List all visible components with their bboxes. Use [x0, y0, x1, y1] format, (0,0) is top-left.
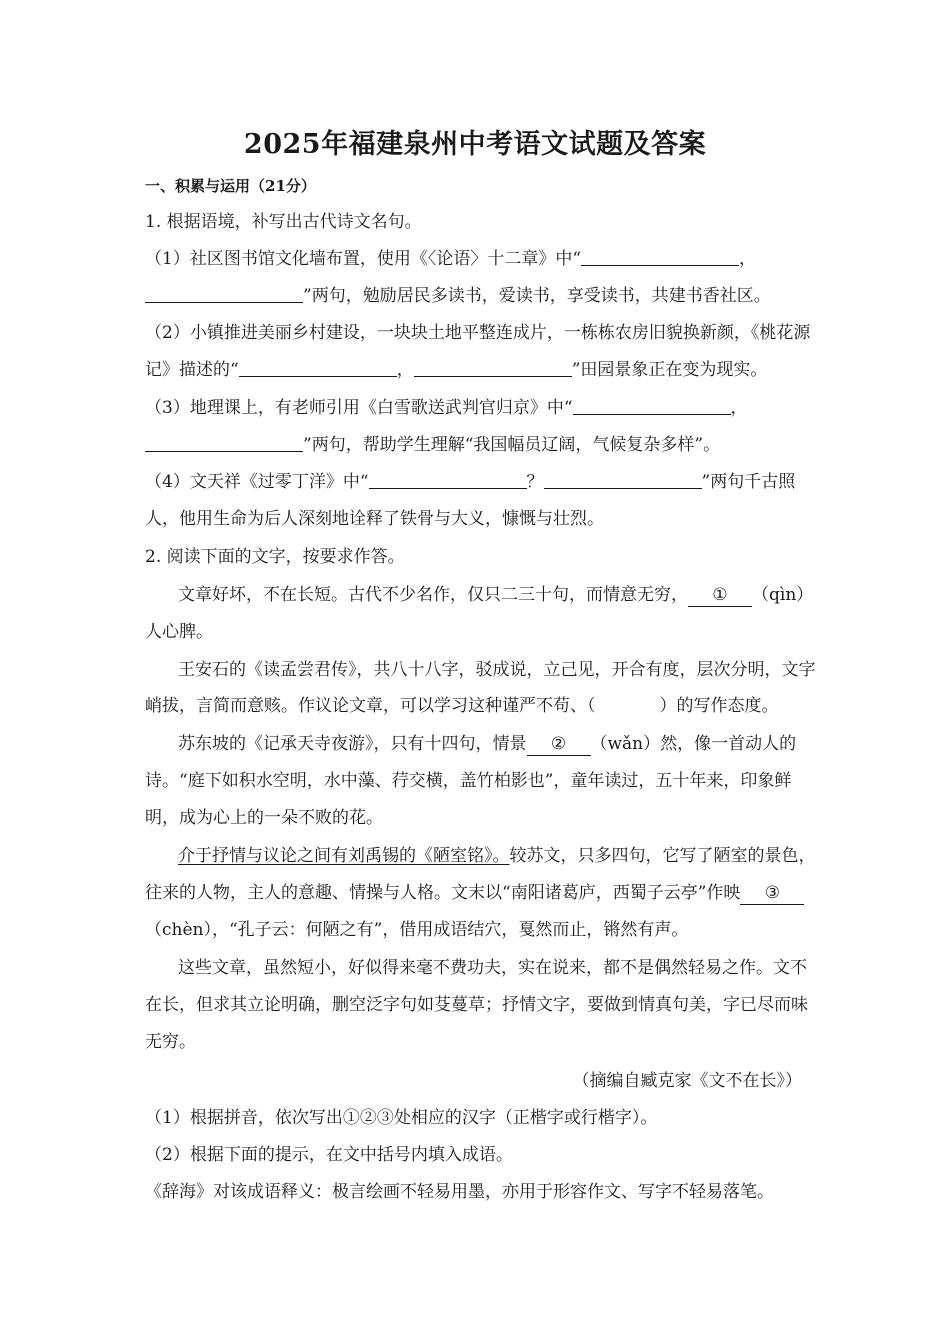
- question-2-sub-1: （1）根据拼音，依次写出①②③处相应的汉字（正楷字或行楷字）。: [145, 1108, 658, 1128]
- q1-item-3-line-2: ”两句，帮助学生理解“我国幅员辽阔，气候复杂多样”。: [145, 433, 720, 457]
- q1-item-3-line-1: （3）地理课上，有老师引用《白雪歌送武判官归京》中“ ，: [145, 398, 748, 418]
- q1-item-1-line-2: ”两句，勉励居民多读书，爱读书，享受读书，共建书香社区。: [145, 284, 771, 308]
- passage-para-3-line-3: 明，成为心上的一朵不败的花。: [145, 808, 383, 828]
- q1-item-4-line-2: 人，他用生命为后人深刻地诠释了铁骨与大义，慷慨与壮烈。: [145, 509, 604, 529]
- answer-blank[interactable]: [414, 358, 572, 377]
- section-heading: 一、积累与运用（21分）: [145, 177, 316, 195]
- idiom-definition: 《辞海》对该成语释义：极言绘画不轻易用墨，亦用于形容作文、写字不轻易落笔。: [145, 1182, 774, 1202]
- q1-item-1-line-1: （1）社区图书馆文化墙布置，使用《〈论语〉十二章》中“ ，: [145, 249, 757, 269]
- q1-item-2-line-1: （2）小镇推进美丽乡村建设，一块块土地平整连成片，一栋栋农房旧貌换新颜，《桃花源: [145, 323, 811, 343]
- passage-para-2-line-1: 王安石的《读孟尝君传》，共八十八字，驳成说，立己见，开合有度，层次分明，文字: [178, 660, 816, 680]
- answer-blank[interactable]: [573, 396, 731, 415]
- fill-blank-2[interactable]: ②: [527, 733, 591, 756]
- fill-blank-3[interactable]: ③: [740, 882, 804, 905]
- passage-para-3-line-2: 诗。“庭下如积水空明，水中藻、荇交横，盖竹柏影也”，童年读过，五十年来，印象鲜: [145, 771, 792, 791]
- answer-blank[interactable]: [239, 358, 397, 377]
- passage-para-1-line-2: 人心脾。: [145, 622, 213, 642]
- question-1-stem: 1. 根据语境，补写出古代诗文名句。: [145, 212, 422, 232]
- answer-blank[interactable]: [581, 247, 739, 266]
- passage-source: （摘编自臧克家《文不在长》）: [572, 1071, 802, 1091]
- passage-para-4-line-2: 往来的人物，主人的意趣、情操与人格。文末以“南阳诸葛庐，西蜀子云亭”作映 ③: [145, 881, 804, 905]
- answer-blank[interactable]: [145, 284, 303, 303]
- passage-para-5-line-3: 无穷。: [145, 1032, 196, 1052]
- passage-para-5-line-1: 这些文章，虽然短小，好似得来毫不费功夫，实在说来，都不是偶然轻易之作。文不: [178, 958, 807, 978]
- answer-blank[interactable]: [145, 433, 303, 452]
- passage-para-5-line-2: 在长，但求其立论明确，删空泛字句如芟蔓草；抒情文字，要做到情真句美，字已尽而味: [145, 995, 808, 1015]
- question-2-stem: 2. 阅读下面的文字，按要求作答。: [145, 547, 405, 567]
- q1-item-4-line-1: （4）文天祥《过零丁洋》中“ ？ ”两句千古照: [145, 472, 796, 492]
- question-2-sub-2: （2）根据下面的提示，在文中括号内填入成语。: [145, 1145, 513, 1165]
- passage-para-1-line-1: 文章好坏，不在长短。古代不少名作，仅只二三十句，而情意无穷， ① （qìn）: [178, 585, 814, 605]
- passage-para-3-line-1: 苏东坡的《记承天寺夜游》，只有十四句，情景 ② （wǎn）然，像一首动人的: [178, 734, 797, 754]
- underlined-sentence: 介于抒情与议论之间有刘禹锡的《陋室铭》。: [178, 846, 510, 866]
- page-title: 2025年福建泉州中考语文试题及答案: [243, 129, 707, 160]
- passage-para-4-line-1: 介于抒情与议论之间有刘禹锡的《陋室铭》。较苏文，只多四句，它写了陋室的景色，: [178, 846, 816, 866]
- fill-blank-1[interactable]: ①: [688, 584, 752, 607]
- answer-blank[interactable]: [369, 470, 527, 489]
- answer-blank[interactable]: [544, 470, 702, 489]
- q1-item-2-line-2: 记》描述的“ ， ”田园景象正在变为现实。: [145, 360, 768, 380]
- passage-para-2-line-2: 峭拔，言简而意赅。作议论文章，可以学习这种谨严不苟、（ ）的写作态度。: [145, 696, 779, 716]
- passage-para-4-line-3: （chèn），“孔子云：何陋之有”，借用成语结穴，戛然而止，锵然有声。: [145, 920, 689, 940]
